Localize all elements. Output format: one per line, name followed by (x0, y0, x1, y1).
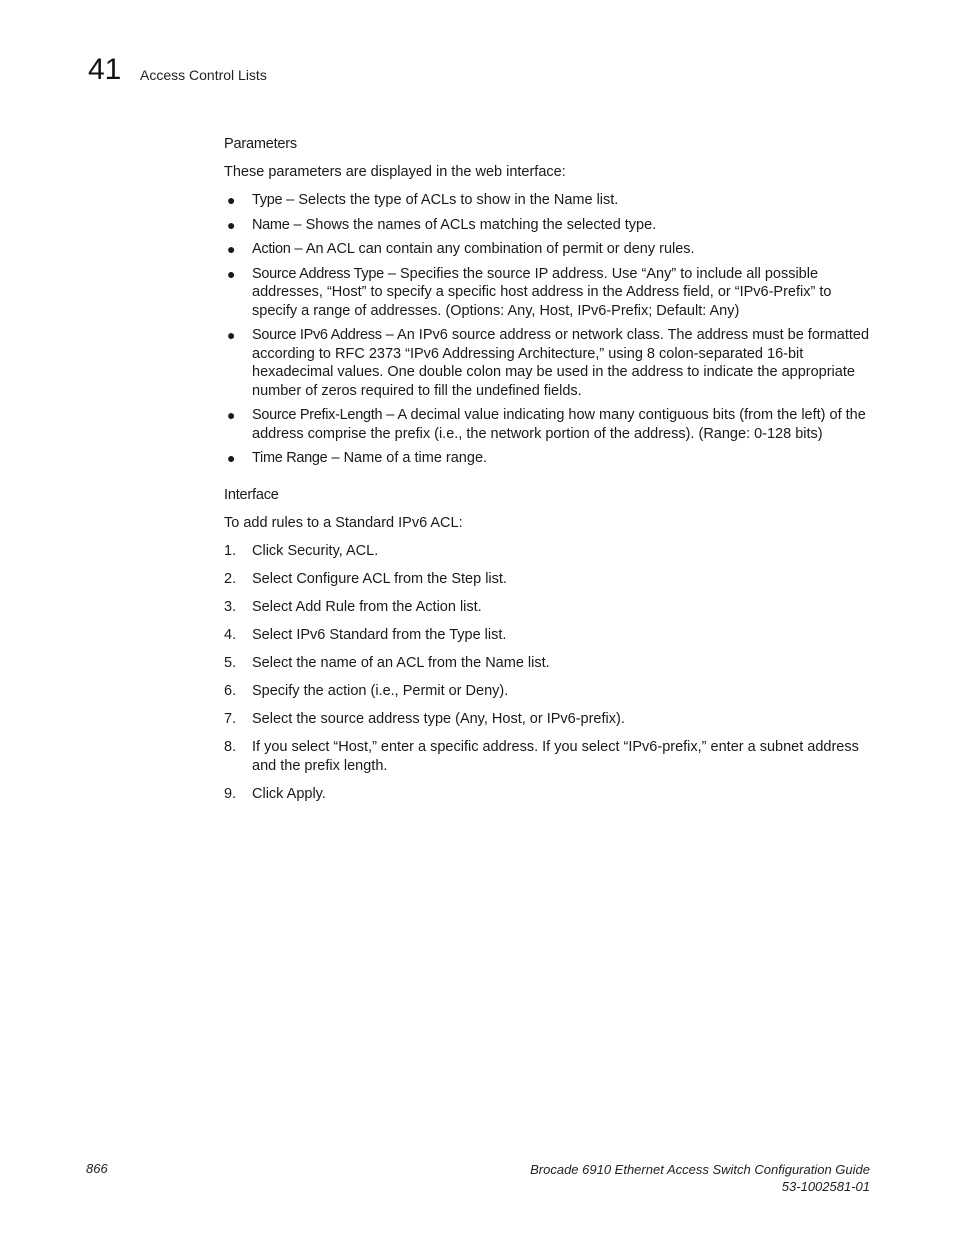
parameters-intro: These parameters are displayed in the web interface: (224, 164, 566, 180)
parameter-term: Source Prefix-Length (252, 407, 383, 423)
list-item (224, 406, 874, 443)
step-item (224, 542, 874, 561)
interface-heading: Interface (224, 486, 279, 503)
chapter-number: 41 (88, 53, 122, 86)
step-text: Select the name of an ACL from the Name list. (252, 654, 550, 671)
step-text: Click Apply. (252, 785, 326, 802)
parameter-description: – An IPv6 source address or network class. The address must be formatted according to RFC 2373 “IPv6 Addressing Architecture,” using 8 colon-separated 16-bit hexadecimal values. One double colon may be used in the address to indicate the appropriate number of zeros required to fill the undefined fields. (252, 327, 870, 399)
parameter-description: – Selects the type of ACLs to show in the Name list. (282, 192, 619, 208)
step-number: 5. (224, 654, 237, 671)
footer-doc-number: 53-1002581-01 (781, 1179, 870, 1194)
bullet-icon: ● (227, 407, 236, 423)
bullet-icon: ● (227, 450, 236, 466)
parameter-term: Type (252, 192, 283, 208)
parameter-term: Time Range (252, 450, 328, 466)
list-item (224, 265, 874, 321)
step-number: 8. (224, 738, 237, 755)
parameters-list (224, 191, 874, 468)
steps-list (224, 542, 874, 804)
page-content (224, 135, 874, 813)
interface-intro: To add rules to a Standard IPv6 ACL: (224, 514, 463, 531)
step-item (224, 598, 874, 617)
step-text: Select IPv6 Standard from the Type list. (252, 626, 507, 643)
step-item (224, 570, 874, 589)
step-item (224, 785, 874, 804)
step-number: 2. (224, 570, 237, 587)
parameters-heading: Parameters (224, 136, 297, 152)
chapter-title: Access Control Lists (140, 67, 267, 83)
parameter-description: – Name of a time range. (327, 450, 488, 466)
step-item (224, 626, 874, 645)
page-number: 866 (86, 1161, 108, 1176)
parameter-term: Name (252, 216, 290, 233)
step-text: Select Add Rule from the Action list. (252, 598, 482, 615)
footer-doc-title: Brocade 6910 Ethernet Access Switch Configuration Guide (530, 1162, 870, 1177)
list-item (224, 326, 874, 400)
step-text: Specify the action (i.e., Permit or Deny). (252, 682, 509, 699)
bullet-icon: ● (227, 241, 236, 257)
list-item (224, 449, 874, 468)
bullet-icon: ● (227, 265, 236, 282)
list-item (224, 216, 874, 235)
bullet-icon: ● (227, 327, 236, 343)
step-number: 9. (224, 785, 237, 802)
parameter-description: – An ACL can contain any combination of permit or deny rules. (290, 241, 695, 257)
bullet-icon: ● (227, 192, 236, 208)
parameter-term: Action (252, 241, 291, 257)
list-item (224, 191, 874, 210)
step-item (224, 710, 874, 729)
bullet-icon: ● (227, 216, 236, 233)
step-text: If you select “Host,” enter a specific address. If you select “IPv6-prefix,” enter a subnet address and the prefix length. (252, 738, 859, 774)
step-item (224, 654, 874, 673)
parameter-term: Source IPv6 Address (252, 327, 382, 343)
parameter-description: – Shows the names of ACLs matching the selected type. (289, 216, 657, 233)
step-text: Select the source address type (Any, Host, or IPv6-prefix). (252, 710, 625, 727)
footer-doc-info (530, 1161, 870, 1195)
list-item (224, 240, 874, 259)
parameter-description: – Specifies the source IP address. Use “Any” to include all possible addresses, “Host” to specify a specific host address in the Address field, or “IPv6-Prefix” to specify a range of addresses. (Options: Any, Host, IPv6-Prefix; Default: Any) (252, 265, 832, 319)
step-item (224, 738, 874, 776)
step-text: Click Security, ACL. (252, 542, 379, 559)
step-text: Select Configure ACL from the Step list. (252, 570, 507, 587)
step-number: 7. (224, 710, 237, 727)
parameter-term: Source Address Type (252, 265, 384, 282)
step-number: 3. (224, 598, 237, 615)
step-number: 4. (224, 626, 237, 643)
step-number: 6. (224, 682, 237, 699)
parameter-description: – A decimal value indicating how many contiguous bits (from the left) of the address comprise the prefix (i.e., the network portion of the address). (Range: 0-128 bits) (252, 407, 866, 442)
step-number: 1. (224, 542, 237, 559)
step-item (224, 682, 874, 701)
